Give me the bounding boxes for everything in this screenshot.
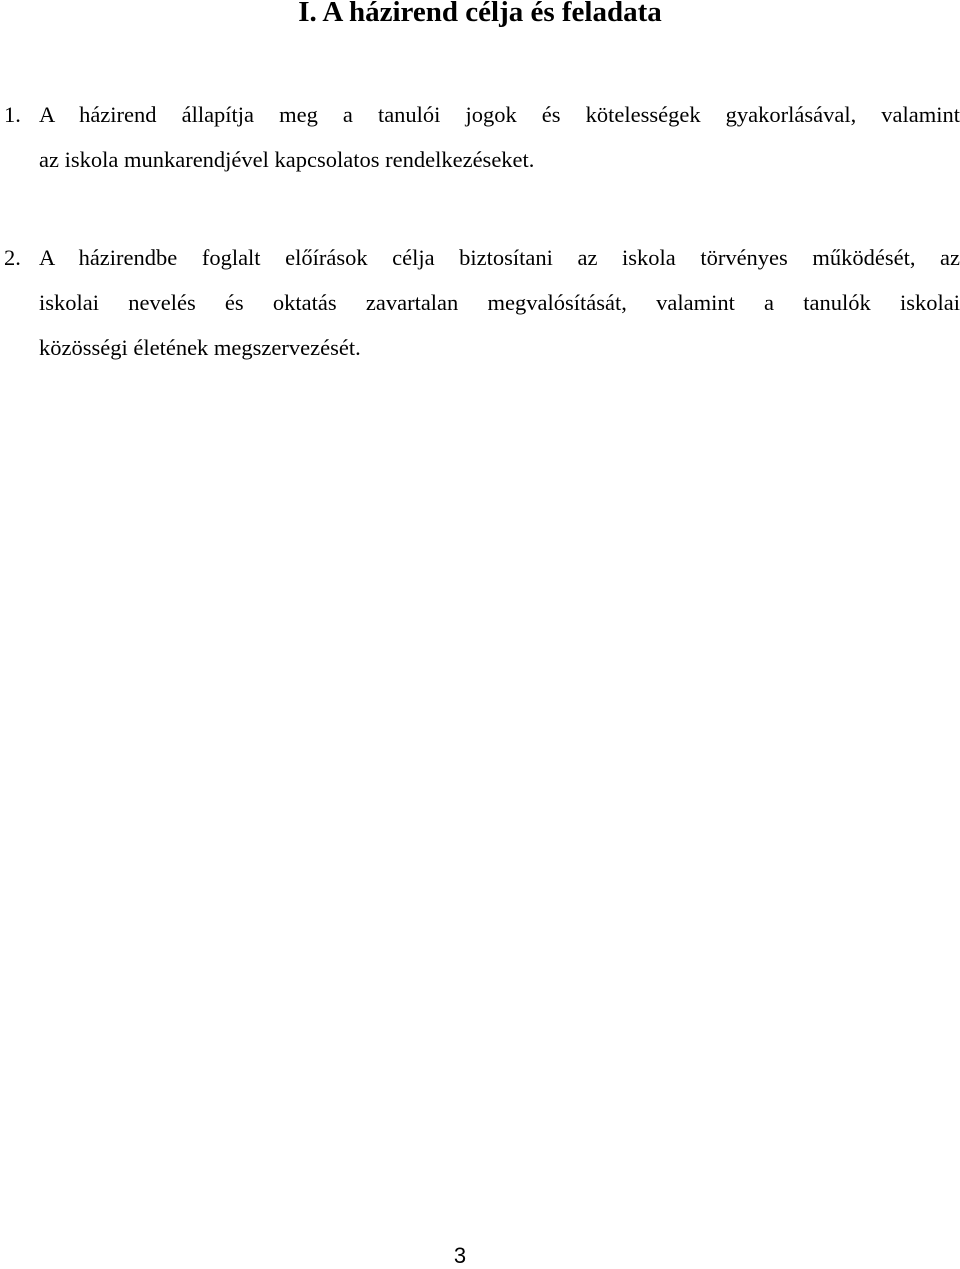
page-title: I. A házirend célja és feladata — [298, 0, 662, 28]
paragraph-line: az iskola munkarendjével kapcsolatos rendelkezéseket. — [39, 147, 535, 172]
paragraph-text: A házirendbe foglalt előírások célja biztosítani az iskola törvényes működését, az — [39, 245, 960, 270]
paragraph-2 — [4, 235, 960, 370]
paragraph-number: 1. — [4, 102, 21, 127]
paragraph-line — [4, 92, 960, 137]
paragraph-1 — [4, 92, 960, 182]
paragraph-line: közösségi életének megszervezését. — [39, 335, 361, 360]
paragraph-number: 2. — [4, 245, 21, 270]
paragraph-line — [4, 235, 960, 280]
paragraph-line: iskolai nevelés és oktatás zavartalan megvalósítását, valamint a tanulók iskolai — [39, 290, 960, 315]
paragraph-text: A házirend állapítja meg a tanulói jogok és kötelességek gyakorlásával, valamint — [39, 102, 960, 127]
page-number: 3 — [453, 1243, 467, 1268]
